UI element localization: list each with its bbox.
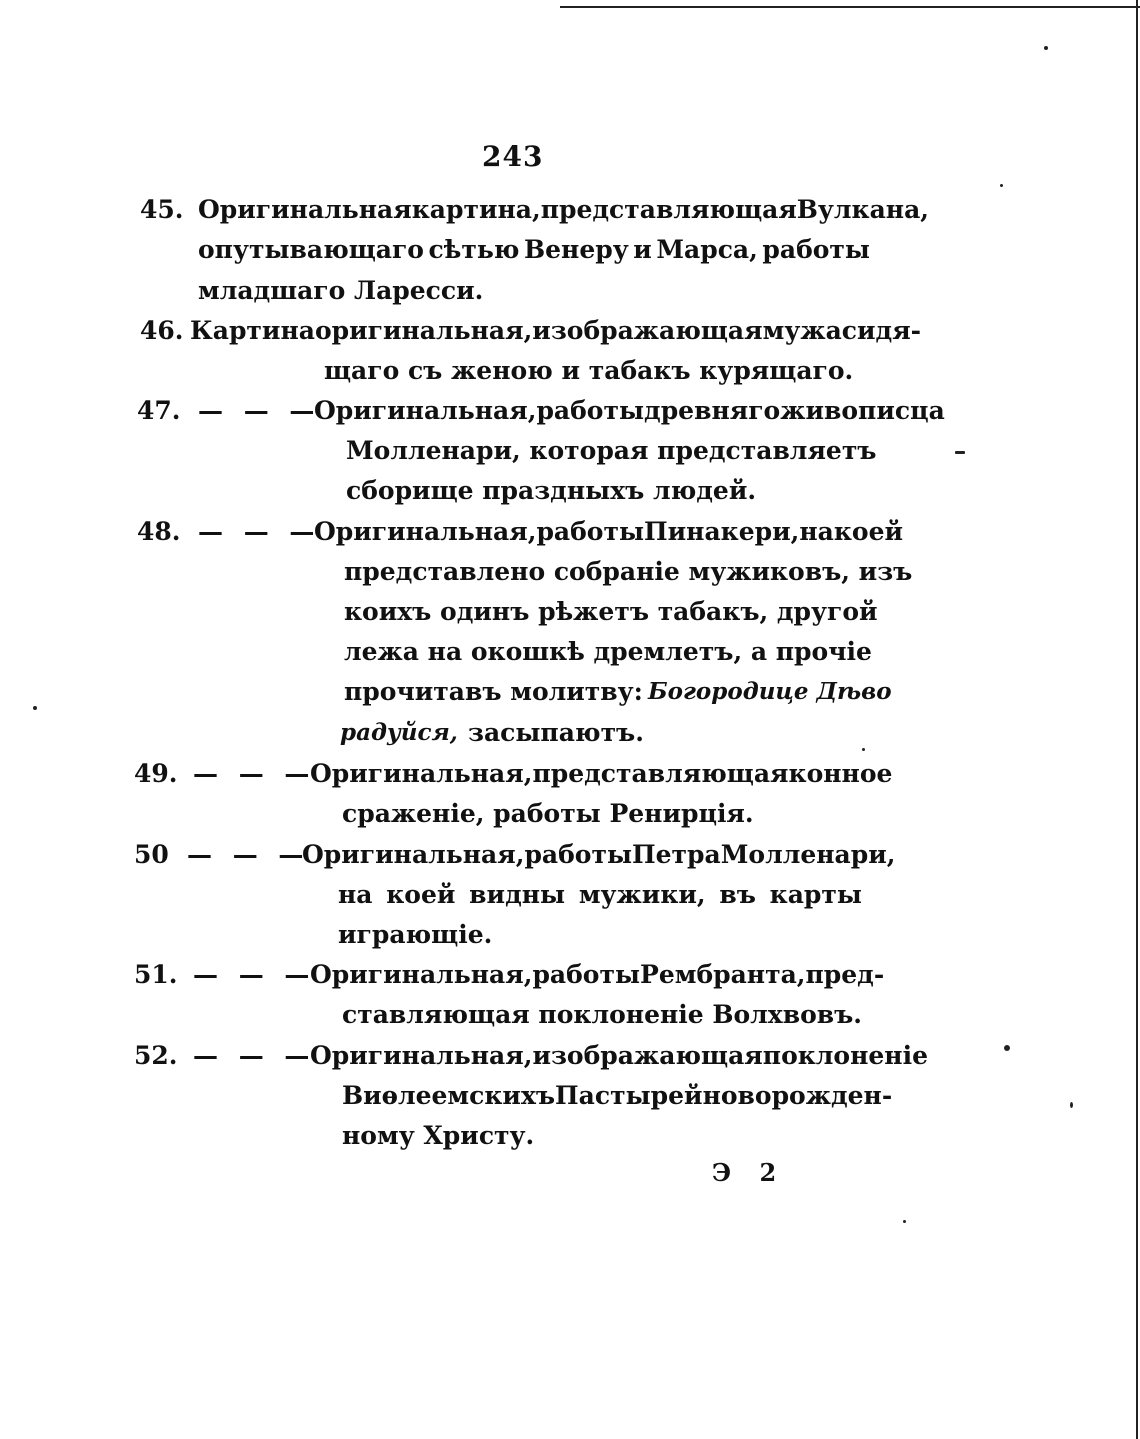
speck <box>862 748 865 751</box>
word: Оригинальная, <box>310 960 533 989</box>
word: Венеру <box>523 235 629 264</box>
entry-line <box>310 754 893 794</box>
word: работы <box>524 840 633 869</box>
word: видны <box>469 880 566 909</box>
word: Виѳлеемскихъ <box>342 1081 556 1110</box>
word: работы <box>536 517 645 546</box>
entry-number: 45. <box>140 195 184 224</box>
speck <box>903 1220 906 1223</box>
entry-line <box>302 835 896 875</box>
ditto-dash: — — — <box>187 840 310 869</box>
entry-line: лежа на окошкѣ дремлетъ, а прочіе <box>344 637 872 666</box>
word: опутывающаго <box>198 235 424 264</box>
signature-mark: Э 2 <box>712 1158 787 1187</box>
word: сѣтью <box>428 235 520 264</box>
word: поклоненіе <box>762 1041 928 1070</box>
word: работы <box>532 960 641 989</box>
entry-line-italic: радуйся, <box>340 719 458 746</box>
ditto-dash: — — — <box>193 960 316 989</box>
entry-line: сборище праздныхъ людей. <box>346 476 757 505</box>
word: коей <box>833 517 904 546</box>
entry-line-italic: Богородице Дѣво <box>648 678 892 705</box>
entry-number: 46. <box>140 316 184 345</box>
entry-line: засыпаютъ. <box>468 718 644 747</box>
word: Оригинальная, <box>310 1041 533 1070</box>
page-number: 243 <box>482 140 544 173</box>
word: Оригинальная <box>198 195 412 224</box>
word: Петра <box>632 840 721 869</box>
speck <box>1044 46 1048 50</box>
entry-number: 48. <box>137 517 181 546</box>
entry-line <box>338 875 862 915</box>
word: Пинакери, <box>644 517 800 546</box>
entry-line <box>198 230 870 270</box>
word: Молленари, <box>720 840 896 869</box>
word: изображающая <box>532 316 763 345</box>
word: Оригинальная, <box>302 840 525 869</box>
word: мужики, <box>578 880 706 909</box>
word: коей <box>386 880 456 909</box>
entry-line: Молленари, которая представляетъ <box>346 436 877 465</box>
entry-number: 52. <box>134 1041 178 1070</box>
word: картина, <box>411 195 541 224</box>
entry-line <box>314 391 945 431</box>
entry-number: 51. <box>134 960 178 989</box>
word: въ <box>719 880 756 909</box>
entry-line <box>190 311 922 351</box>
entry-line <box>342 1076 893 1116</box>
entry-line <box>198 190 930 230</box>
entry-line: сраженіе, работы Ренирція. <box>342 799 754 828</box>
entry-line <box>310 955 885 995</box>
speck <box>955 451 965 454</box>
entry-line: ному Христу. <box>342 1121 535 1150</box>
word: Оригинальная, <box>314 396 537 425</box>
entry-number: 50 <box>134 840 169 869</box>
word: живописца <box>780 396 945 425</box>
entry-line <box>310 1036 928 1076</box>
speck <box>33 706 37 710</box>
word: и <box>633 235 652 264</box>
word: новорожден- <box>702 1081 893 1110</box>
word: изображающая <box>532 1041 763 1070</box>
word: работы <box>762 235 870 264</box>
ditto-dash: — — — <box>198 396 321 425</box>
word: Картина <box>190 316 315 345</box>
entry-line: коихъ одинъ рѣжетъ табакъ, другой <box>344 597 878 626</box>
word: представляющая <box>540 195 797 224</box>
word: мужа <box>762 316 842 345</box>
ditto-dash: — — — <box>198 517 321 546</box>
entry-line: ставляющая поклоненіе Волхвовъ. <box>342 1000 863 1029</box>
entry-line: прочитавъ молитву: <box>344 677 643 706</box>
word: Вулкана, <box>796 195 930 224</box>
entry-line: щаго съ женою и табакъ курящаго. <box>324 356 854 385</box>
word: древняго <box>644 396 781 425</box>
right-rule <box>1136 0 1138 1439</box>
ditto-dash: — — — <box>193 1041 316 1070</box>
word: сидя- <box>841 316 922 345</box>
entry-number: 47. <box>137 396 181 425</box>
entry-line: играющіе. <box>338 920 493 949</box>
word: на <box>799 517 834 546</box>
word: оригинальная, <box>314 316 533 345</box>
word: конное <box>788 759 893 788</box>
speck <box>1070 1102 1073 1108</box>
speck <box>1000 184 1003 187</box>
entry-line: младшаго Ларесси. <box>198 276 484 305</box>
word: Рембранта, <box>640 960 806 989</box>
word: пред- <box>805 960 885 989</box>
word: Марса, <box>656 235 758 264</box>
word: карты <box>769 880 862 909</box>
word: Оригинальная, <box>310 759 533 788</box>
word: представляющая <box>532 759 789 788</box>
top-rule <box>560 6 1140 8</box>
word: на <box>338 880 373 909</box>
ditto-dash: — — — <box>193 759 316 788</box>
entry-line <box>314 512 904 552</box>
word: работы <box>536 396 645 425</box>
entry-number: 49. <box>134 759 178 788</box>
word: Оригинальная, <box>314 517 537 546</box>
speck <box>1004 1045 1010 1051</box>
entry-line: представлено собраніе мужиковъ, изъ <box>344 557 913 586</box>
word: Пастырей <box>555 1081 703 1110</box>
